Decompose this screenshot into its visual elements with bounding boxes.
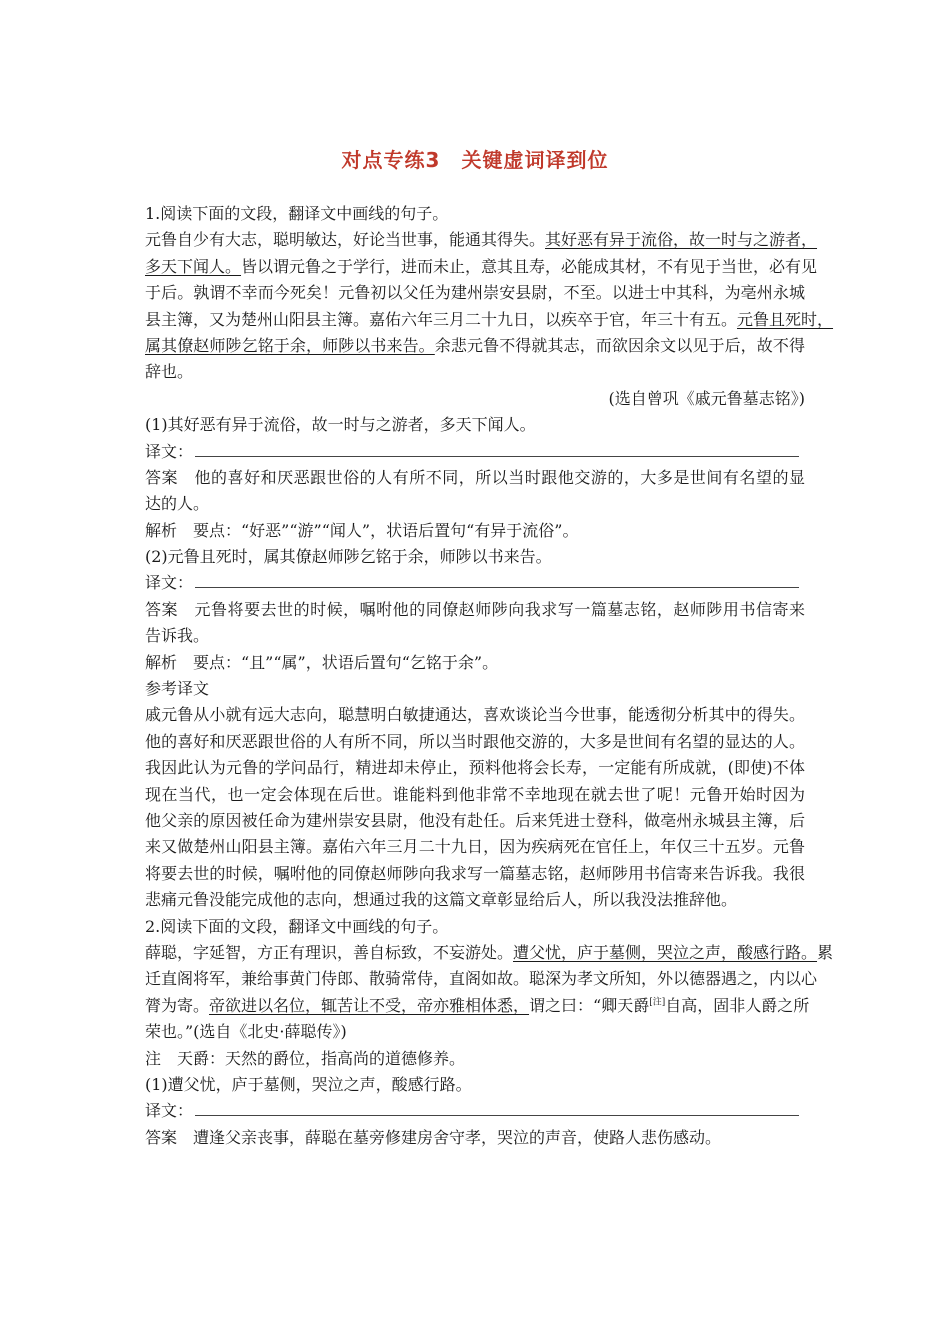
reference-line: 他的喜好和厌恶跟世俗的人有所不同，所以当时跟他交游的，大多是世间有名望的显达的人。	[145, 731, 805, 751]
q1-passage-line: 元鲁自少有大志，聪明敏达，好论当世事，能通其得失。其好恶有异于流俗，故一时与之游者，	[145, 230, 818, 250]
q1-passage-line: 县主簿，又为楚州山阳县主簿。嘉佑六年三月二十九日，以疾卒于官，年三十有五。元鲁且死时，	[145, 309, 834, 329]
q1-source: (选自曾巩《戚元鲁墓志铭》)	[608, 388, 805, 408]
answer-1-cont: 达的人。	[145, 494, 210, 514]
answer-2: 答案 元鲁将要去世的时候，嘱咐他的同僚赵师陟向我求写一篇墓志铭，赵师陟用书信寄来	[145, 599, 805, 619]
underlined-sentence: 多天下闻人。	[145, 256, 242, 276]
q2-sentence-1: (1)遭父忧，庐于墓侧，哭泣之声，酸感行路。	[145, 1074, 472, 1094]
q1-sentence-1: (1)其好恶有异于流俗，故一时与之游者，多天下闻人。	[145, 415, 536, 435]
translation-line: 译文：	[145, 1098, 805, 1124]
reference-line: 悲痛元鲁没能完成他的志向，想通过我的这篇文章彰显给后人，所以我没法推辞他。	[145, 890, 738, 910]
reference-line: 将要去世的时候，嘱咐他的同僚赵师陟向我求写一篇墓志铭，赵师陟用书信寄来告诉我。我很	[145, 863, 805, 883]
underlined-sentence: 属其僚赵师陟乞铭于余，师陟以书来告。	[145, 335, 435, 355]
q2-note: 注 天爵：天然的爵位，指高尚的道德修养。	[145, 1048, 466, 1068]
analysis-2: 解析 要点：“且”“属”，状语后置句“乞铭于余”。	[145, 652, 499, 672]
reference-line: 他父亲的原因被任命为建州崇安县尉，他没有赴任。后来凭进士登科，做亳州永城县主簿，后	[145, 810, 805, 830]
underlined-sentence: 其好恶有异于流俗，故一时与之游者，	[545, 230, 818, 250]
q1-passage-line: 辞也。	[145, 362, 194, 382]
reference-line: 来又做楚州山阳县主簿。嘉佑六年三月二十九日，因为疾病死在官任上，年仅三十五岁。元鲁	[145, 837, 805, 857]
q2-prompt: 2.阅读下面的文段，翻译文中画线的句子。	[145, 916, 449, 936]
answer-blank[interactable]	[195, 573, 799, 588]
q1-prompt: 1.阅读下面的文段，翻译文中画线的句子。	[145, 204, 449, 223]
underlined-sentence: 帝欲进以名位，辄苦让不受，帝亦雅相体悉，	[209, 995, 530, 1015]
q2-passage-line: 薛聪，字延智，方正有理识，善自标致，不妄游处。遭父忧，庐于墓侧，哭泣之声，酸感行路。累	[145, 942, 834, 962]
q2-passage-line: 荣也。”(选自《北史·薛聪传》)	[145, 1022, 347, 1042]
answer-1: 答案 他的喜好和厌恶跟世俗的人有所不同，所以当时跟他交游的，大多是世间有名望的显	[145, 467, 805, 487]
q1-passage-line: 属其僚赵师陟乞铭于余，师陟以书来告。余悲元鲁不得就其志，而欲因余文以见于后，故不得	[145, 335, 805, 355]
q2-answer-1: 答案 遭逢父亲丧事，薛聪在墓旁修建房舍守孝，哭泣的声音，使路人悲伤感动。	[145, 1127, 722, 1147]
underlined-sentence: 遭父忧，庐于墓侧，哭泣之声，酸感行路。	[513, 942, 818, 962]
q1-sentence-2: (2)元鲁且死时，属其僚赵师陟乞铭于余，师陟以书来告。	[145, 547, 552, 567]
reference-translation-label: 参考译文	[145, 679, 210, 699]
q2-passage-line: 膂为寄。帝欲进以名位，辄苦让不受，帝亦雅相体悉，谓之曰：“卿天爵[注]自高，固非人爵之所	[145, 995, 810, 1015]
note-marker: [注]	[649, 997, 666, 1008]
analysis-1: 解析 要点：“好恶”“游”“闻人”，状语后置句“有异于流俗”。	[145, 520, 579, 540]
reference-line: 我因此认为元鲁的学问品行，精进却未停止，预料他将会长寿，一定能有所成就，(即使)不体	[145, 758, 805, 778]
document-body	[145, 201, 834, 1151]
page-title: 对点专练3 关键虚词译到位	[341, 148, 609, 172]
translation-line: 译文：	[145, 439, 805, 465]
reference-line: 现在当代，也一定会体现在后世。谁能料到他非常不幸地现在就去世了呢！元鲁开始时因为	[145, 784, 805, 804]
answer-blank[interactable]	[195, 442, 799, 457]
q1-passage-line: 于后。孰谓不幸而今死矣！元鲁初以父任为建州崇安县尉，不至。以进士中其科，为亳州永城	[145, 283, 805, 303]
underlined-sentence: 元鲁且死时，	[737, 309, 834, 329]
answer-2-cont: 告诉我。	[145, 626, 210, 646]
reference-line: 戚元鲁从小就有远大志向，聪慧明白敏捷通达，喜欢谈论当今世事，能透彻分析其中的得失。	[145, 705, 805, 725]
answer-blank[interactable]	[195, 1101, 799, 1116]
translation-line: 译文：	[145, 570, 805, 596]
q2-passage-line: 迁直阁将军，兼给事黄门侍郎、散骑常侍，直阁如故。聪深为孝文所知，外以德器遇之，内以心	[145, 969, 818, 989]
q1-passage-line: 多天下闻人。皆以谓元鲁之于学行，进而未止，意其且寿，必能成其材，不有见于当世，必有见	[145, 256, 818, 276]
